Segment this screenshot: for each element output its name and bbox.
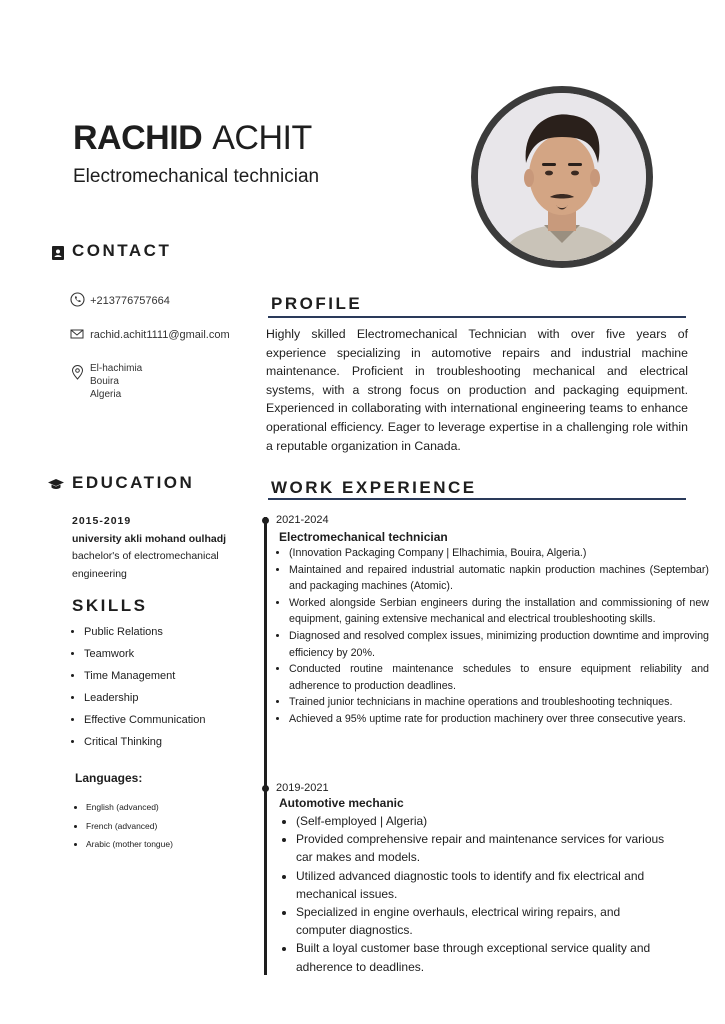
education-degree: engineering bbox=[72, 567, 127, 580]
timeline-dot bbox=[262, 517, 269, 524]
phone-icon bbox=[70, 292, 85, 310]
languages-heading: Languages: bbox=[75, 771, 143, 785]
skills-list bbox=[68, 621, 264, 753]
job-bullets bbox=[276, 812, 666, 976]
timeline-line bbox=[264, 517, 267, 975]
job-bullet: • Trained junior technicians in machine operations and troubleshooting techniques. bbox=[289, 694, 709, 711]
graduation-cap-icon bbox=[48, 477, 64, 495]
full-name bbox=[73, 118, 312, 158]
work-divider bbox=[268, 498, 686, 500]
job-bullet: • Provided comprehensive repair and maintenance services for various car makes and models. bbox=[296, 830, 666, 866]
address-line: El-hachimia bbox=[90, 363, 143, 374]
contact-icon bbox=[52, 246, 64, 265]
job-title: Electromechanical technician bbox=[279, 530, 448, 544]
language-item: • French (advanced) bbox=[86, 817, 266, 836]
contact-phone bbox=[70, 292, 170, 310]
skill-item: • Teamwork bbox=[84, 643, 264, 665]
education-degree: bachelor's of electromechanical bbox=[72, 550, 219, 562]
location-icon bbox=[71, 365, 84, 385]
job-bullet: • Maintained and repaired industrial automatic napkin production machines (Septembar) and packaging machines (Atomic). bbox=[289, 562, 709, 595]
work-heading: WORK EXPERIENCE bbox=[271, 478, 477, 497]
profile-summary: Highly skilled Electromechanical Technician with over five years of experience specializing in automotive repairs and industrial machine maintenance. Proficient in troubleshooting mechanical and electrical systems, with a strong focus on production and packaging equipment. Experienced in collaborating with international engineering teams to enhance operational efficiency. Eager to leverage expertise in a challenging role within a reputable organization in Canada. bbox=[266, 327, 688, 453]
education-years: 2015-2019 bbox=[72, 515, 132, 527]
education-school: university akli mohand oulhadj bbox=[72, 532, 227, 545]
skill-item: • Time Management bbox=[84, 665, 264, 687]
timeline-dot bbox=[262, 785, 269, 792]
skills-heading: SKILLS bbox=[72, 596, 148, 615]
job-date: 2021-2024 bbox=[276, 514, 329, 526]
last-name: ACHIT bbox=[212, 119, 312, 157]
job-bullet: • Built a loyal customer base through exceptional service quality and adherence to deadlines. bbox=[296, 939, 666, 975]
job-role: Electromechanical technician bbox=[73, 166, 320, 187]
skill-item: • Critical Thinking bbox=[84, 731, 264, 753]
education-entry bbox=[72, 513, 252, 583]
profile-divider bbox=[268, 316, 686, 318]
job-bullet: • (Innovation Packaging Company | Elhachimia, Bouira, Algeria.) bbox=[289, 545, 709, 562]
language-item: • Arabic (mother tongue) bbox=[86, 835, 266, 854]
education-heading: EDUCATION bbox=[72, 473, 195, 492]
job-bullet: • Worked alongside Serbian engineers during the installation and commissioning of new equipment, gaining extensive mechanical and electrical troubleshooting skills. bbox=[289, 595, 709, 628]
language-item: • English (advanced) bbox=[86, 798, 266, 817]
job-bullet: • Specialized in engine overhauls, electrical wiring repairs, and computer diagnostics. bbox=[296, 903, 666, 939]
profile-heading: PROFILE bbox=[271, 294, 363, 313]
phone-number[interactable]: +213776757664 bbox=[90, 294, 170, 307]
job-bullet: • Diagnosed and resolved complex issues, minimizing production downtime and improving efficiency by 20%. bbox=[289, 628, 709, 661]
address-line: Algeria bbox=[90, 389, 122, 400]
contact-address bbox=[90, 362, 142, 401]
mail-icon bbox=[70, 328, 84, 343]
address-line: Bouira bbox=[90, 376, 119, 387]
skill-item: • Effective Communication bbox=[84, 709, 264, 731]
job-bullets bbox=[269, 545, 709, 728]
contact-heading: CONTACT bbox=[72, 241, 172, 260]
job-bullet: • (Self-employed | Algeria) bbox=[296, 812, 666, 830]
job-bullet: • Conducted routine maintenance schedules to ensure equipment reliability and adherence to production deadlines. bbox=[289, 661, 709, 694]
contact-email bbox=[70, 328, 230, 343]
job-title: Automotive mechanic bbox=[279, 796, 404, 810]
languages-list bbox=[70, 798, 266, 854]
skill-item: • Leadership bbox=[84, 687, 264, 709]
job-bullet: • Utilized advanced diagnostic tools to identify and fix electrical and mechanical issues. bbox=[296, 867, 666, 903]
profile-photo bbox=[478, 93, 646, 261]
skill-item: • Public Relations bbox=[84, 621, 264, 643]
first-name: RACHID bbox=[73, 119, 203, 157]
job-date: 2019-2021 bbox=[276, 782, 329, 794]
job-bullet: • Achieved a 95% uptime rate for production machinery over three consecutive years. bbox=[289, 711, 709, 728]
email-address[interactable]: rachid.achit1111@gmail.com bbox=[90, 329, 230, 342]
